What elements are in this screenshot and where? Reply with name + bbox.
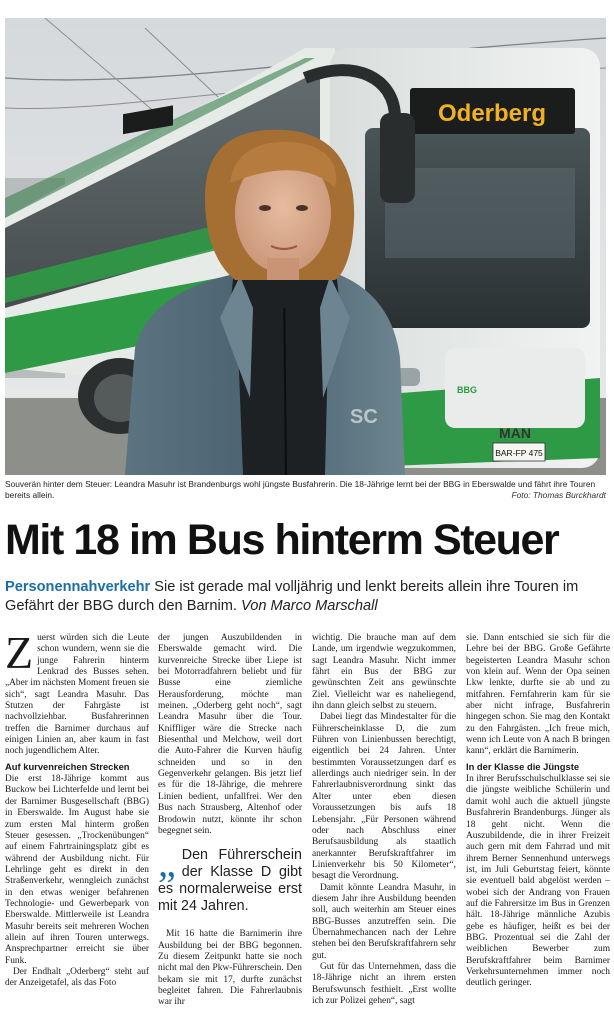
- article-column-3: [312, 633, 456, 1019]
- lead-paragraph: [5, 578, 605, 616]
- paragraph: Dabei liegt das Mindestalter für die Führerscheinklasse D, die zum Führen von Linienbussen berechtigt, eigentlich bei 24 Jahren. Unter bestimmten Voraussetzungen darf es allerdings auch niedriger sein. In der Fahrerlaubnisverordnung sinkt das Alter unter eben diesen Voraussetzungen bis aufs 18 Lebensjahr. „Für Personen während oder nach Abschluss einer Berufsausbildung als staatlich anerkannter Berufskraftfahrer im Linienverkehr bis 50 Kilometer“, besagt die Verordnung.: [312, 712, 456, 882]
- headline: Mit 18 im Bus hinterm Steuer: [5, 516, 559, 564]
- license-plate-text: BAR-FP 475: [495, 448, 543, 458]
- article-column-2: [158, 633, 302, 1019]
- drop-cap: Z: [5, 633, 34, 678]
- paragraph: Die erst 18-Jährige kommt aus Buckow bei Lichterfelde und lernt bei der Barnimer Busgesellschaft (BBG) in Eberswalde. Im August habe sie zum ersten Mal hinterm großen Steuer gesessen. „Trockenübungen“ auf einem Fahrtrainingsplatz gibt es während der Ausbildung nicht. Für Lehrlinge geht es direkt in den Straßenverkehr, wenngleich zunächst in den etwas weniger befahrenen Technologie- und Gewerbepark von Eberswalde. Mittlerweile ist Leandra Masuhr bereits seit mehreren Wochen allein auf ihren Touren unterwegs. Ansprechpartner erreicht sie über Funk.: [5, 774, 149, 966]
- svg-text:SC: SC: [350, 406, 378, 428]
- photo-credit: Foto: Thomas Burckhardt: [511, 490, 606, 500]
- bus-destination-text: Oderberg: [437, 100, 547, 127]
- paragraph-text: uerst würden sich die Leute schon wundern, wenn sie die junge Fahrerin hinterm Lenkrad des Busses sehen. „Aber im nächsten Moment freuen sie sich“, sagt Leandra Masuhr. Das Stutzen der Fahrgäste ist nachvollziehbar. Busfahrerinnen treffen die Barnimer durchaus auf einigen Linien an, aber kaum in fast noch jugendlichem Alter.: [5, 633, 149, 757]
- subheading: Auf kurvenreichen Strecken: [5, 760, 130, 772]
- pull-quote: [158, 840, 302, 915]
- article-photo: [5, 18, 606, 475]
- bus-driver-photo: [5, 18, 606, 475]
- lead-kicker: Personennahverkehr: [5, 579, 151, 595]
- article-column-4: [466, 633, 610, 1019]
- paragraph: In ihrer Berufsschulschulklasse sei sie die jüngste weibliche Schülerin und damit wohl auch die aktuell jüngste Busfahrerin Brandenburgs. Jünger als 18 geht nicht. Wenn die Auszubildende, die in ihrer Freizeit auch gern mit dem Fahrrad und mit ihrem Berner Sennenhund unterwegs ist, im Juli Geburtstag feiert, könnte sie eventuell bald abgelöst werden – wobei sich der Andrang von Frauen auf die Fahrersitze im Bus in Grenzen hält. 18-Jährige männliche Azubis gebe es häufiger, heißt es bei der BBG. Prozentual sei die Zahl der weiblichen Bewerber zum Berufskraftfahrer beim Barnimer Verkehrsunternehmen immer noch deutlich geringer.: [466, 774, 610, 989]
- quote-mark-icon: „: [158, 840, 176, 886]
- pull-quote-text: Den Führerschein der Klasse D gibt es normalerweise erst mit 24 Jahren.: [158, 847, 302, 915]
- paragraph: wichtig. Die brauche man auf dem Lande, um irgendwie wegzukommen, sagt Leandra Masuhr. Nicht immer fährt ein Bus der BBG zur gewünschten Zeit ans gewünschte Ziel. Vielleicht war es naheliegend, ihn dann gleich selbst zu steuern.: [312, 633, 456, 712]
- paragraph: Der Endhalt „Oderberg“ steht auf der Anzeigetafel, als das Foto: [5, 966, 149, 989]
- paragraph: Damit könnte Leandra Masuhr, in diesem Jahr ihre Ausbildung beenden soll, auch weiterhin am Steuer eines BBG-Busses anzutreffen sein. Die Übernahmechancen nach der Lehre stehen bei den Berufskraftfahrern sehr gut.: [312, 882, 456, 961]
- article-column-1: [5, 633, 149, 1019]
- caption-text: Souverän hinter dem Steuer: Leandra Masuhr ist Brandenburgs wohl jüngste Busfahrerin. Die 18-Jährige lernt bei der BBG in Eberswalde und fährt ihre Touren bereits allein.: [5, 479, 596, 500]
- paragraph: [5, 633, 149, 758]
- lead-text: Sie ist gerade mal volljährig und lenkt bereits allein ihre Touren im Gefährt der BBG durch den Barnim.: [5, 579, 579, 614]
- operator-logo-text: BBG: [457, 385, 477, 395]
- subheading: In der Klasse die Jüngste: [466, 760, 580, 772]
- paragraph: Gut für das Unternehmen, dass die 18-Jährige nicht an ihrem ersten Berufswunsch festhielt. „Erst wollte ich zur Polizei gehen“, sagt: [312, 961, 456, 1006]
- lead-author: Von Marco Marschall: [241, 598, 378, 614]
- paragraph: Mit 16 hatte die Barnimerin ihre Ausbildung bei der BBG begonnen. Zu diesem Zeitpunkt hatte sie noch nicht mal den Pkw-Führerschein. Den bekam sie mit 17, durfte zunächst begleitet fahren. Die Fahrerlaubnis war ihr: [158, 929, 302, 1008]
- paragraph: sie. Dann entschied sie sich für die Lehre bei der BBG. Große Gefährte begeisterten Leandra Masuhr schon von klein auf. Wenn der Opa seinen Lkw lenkte, durfte sie ab und zu mitfahren. Fernfahrerin kam für sie aber nicht infrage, Busfahrerin hingegen schon. Sie mag den Kontakt zu den Fahrgästen. „Ich freue mich, wenn ich Leute von A nach B bringen kann“, erklärt die Barnimerin.: [466, 633, 610, 757]
- bus-brand-text: MAN: [499, 425, 531, 441]
- photo-caption: [5, 479, 606, 501]
- paragraph: der jungen Auszubildenden in Eberswalde gemacht wird. Die kurvenreiche Strecke über Liepe ist bei Motorradfahrern beliebt und für Busse eine ziemliche Herausforderung, möchte man meinen. „Oderberg geht noch“, sagt Leandra Masuhr über die Tour. Kniffliger wäre die Strecke nach Biesenthal und Melchow, weil dort die Auto-Fahrer die Kurven häufig schneiden und so in den Gegenverkehr gelangen. Bis jetzt lief es für die 18-Jährige, die mehrere Linien bedient, unfallfrei. Wer den Bus nach Strausberg, Altenhof oder Brodowin nutzt, könnte ihr schon begegnet sein.: [158, 633, 302, 836]
